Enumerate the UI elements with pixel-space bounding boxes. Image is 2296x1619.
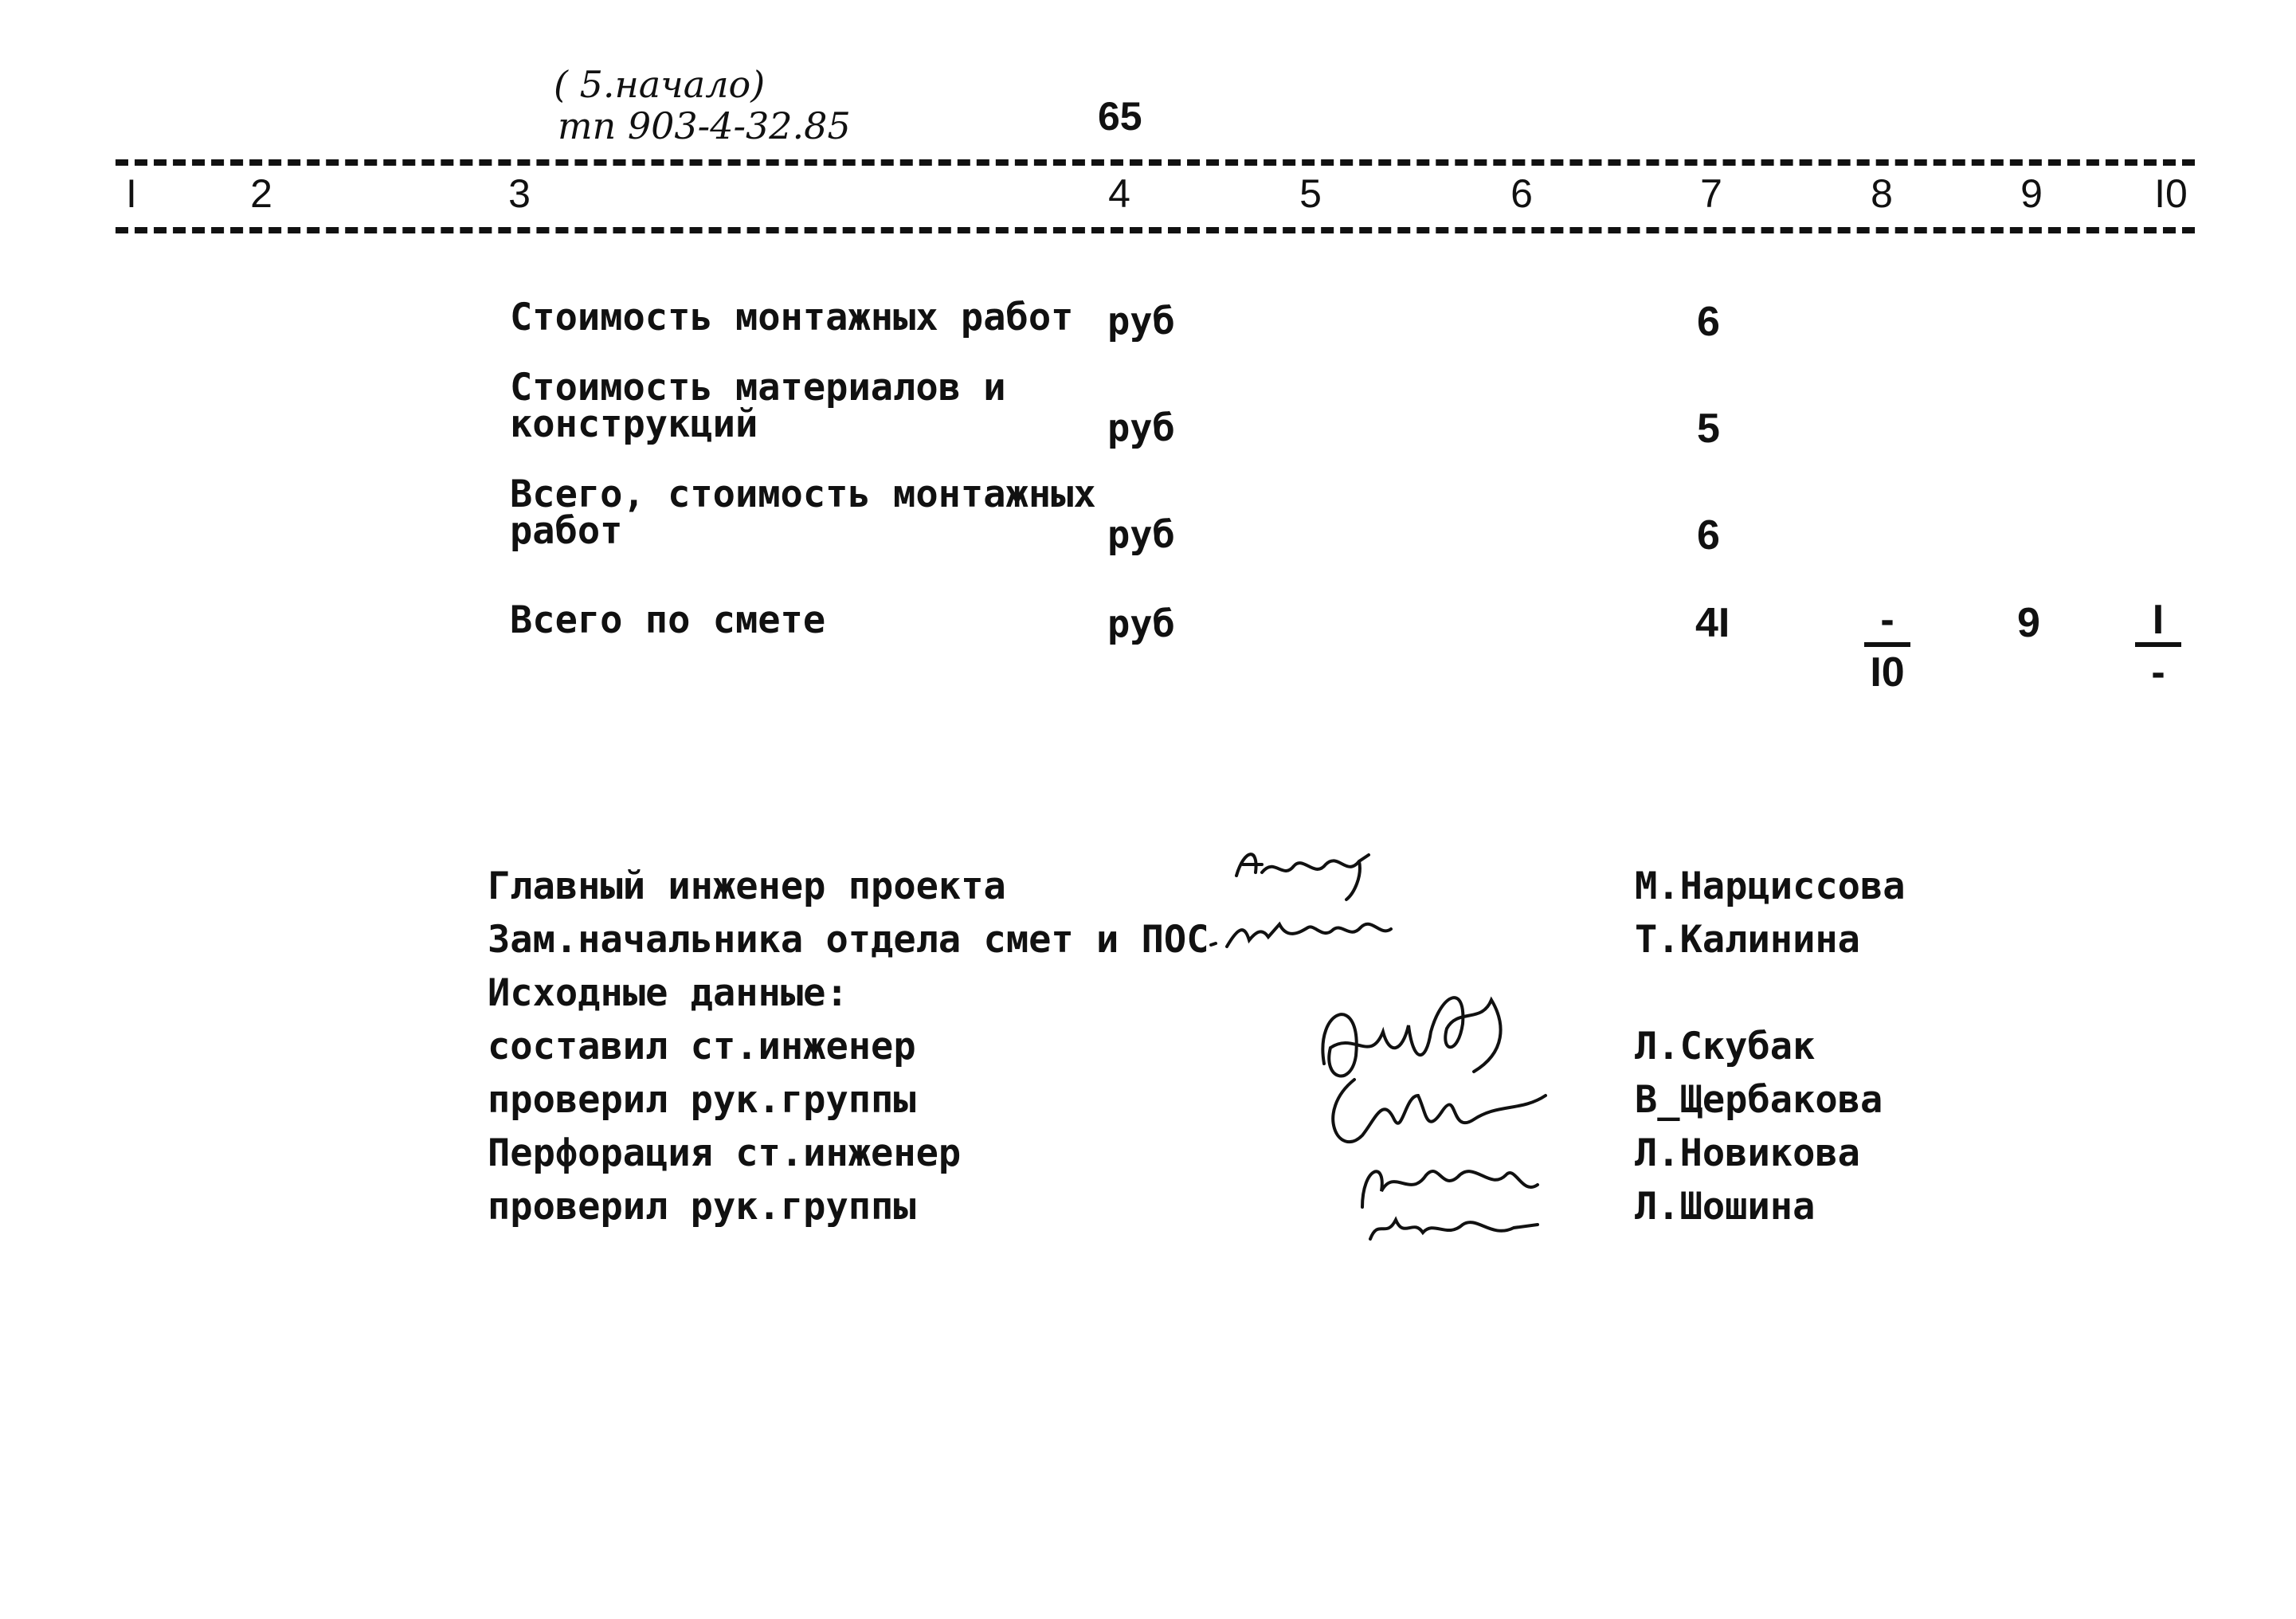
column-number: 8 bbox=[1871, 171, 1893, 216]
row-unit: руб bbox=[1107, 300, 1175, 343]
column-number: I0 bbox=[2154, 171, 2188, 216]
fraction-top: I bbox=[2152, 597, 2165, 643]
signature-name: Л.Новикова bbox=[1635, 1131, 1860, 1175]
handwritten-signature bbox=[1307, 976, 1569, 1247]
row-value-col7: 6 bbox=[1697, 299, 1720, 345]
header-rule-top bbox=[116, 159, 2195, 166]
column-number: 2 bbox=[250, 171, 272, 216]
signature-title: проверил рук.группы bbox=[488, 1185, 916, 1229]
fraction-bottom: I0 bbox=[1870, 649, 1905, 696]
fraction-top: - bbox=[1880, 597, 1894, 643]
column-number: 9 bbox=[2020, 171, 2043, 216]
signature-title: Зам.начальника отдела смет и ПОС bbox=[488, 918, 1209, 962]
row-value-col7: 6 bbox=[1697, 512, 1720, 559]
sheet-number: 65 bbox=[1098, 94, 1142, 139]
signature-name: В_Щербакова bbox=[1635, 1078, 1883, 1122]
row-label: Всего по смете bbox=[510, 598, 826, 642]
signature-name: Л.Шошина bbox=[1635, 1185, 1816, 1229]
signature-name: Т.Калинина bbox=[1635, 918, 1860, 962]
row-label: Стоимость материалов и конструкций bbox=[510, 366, 1006, 446]
continuation-note: ( 5.начало) bbox=[554, 63, 766, 106]
signature-title: составил ст.инженер bbox=[488, 1025, 916, 1068]
signature-name: М.Нарциссова bbox=[1635, 864, 1906, 908]
signature-title: Перфорация ст.инженер bbox=[488, 1131, 962, 1175]
handwritten-signature bbox=[1227, 841, 1386, 904]
header-rule-bottom bbox=[116, 227, 2195, 233]
column-number: 3 bbox=[508, 171, 531, 216]
signature-name: Л.Скубак bbox=[1635, 1025, 1816, 1068]
row-unit: руб bbox=[1107, 513, 1175, 557]
row-value-col7: 4I bbox=[1695, 600, 1730, 646]
column-number: 4 bbox=[1108, 171, 1130, 216]
fraction-bottom: - bbox=[2151, 649, 2165, 696]
column-number: 7 bbox=[1700, 171, 1722, 216]
row-unit: руб bbox=[1107, 406, 1175, 450]
signature-title: Исходные данные: bbox=[488, 971, 848, 1015]
column-number: I bbox=[126, 171, 137, 216]
column-number: 5 bbox=[1299, 171, 1322, 216]
handwritten-signature bbox=[1203, 908, 1402, 956]
row-label: Всего, стоимость монтажных работ bbox=[510, 472, 1096, 553]
fraction-bar bbox=[2135, 642, 2181, 647]
column-number: 6 bbox=[1510, 171, 1533, 216]
row-value-col8 bbox=[1864, 597, 1910, 696]
row-value-col7: 5 bbox=[1697, 406, 1720, 452]
fraction-bar bbox=[1864, 642, 1910, 647]
row-value-col9: 9 bbox=[2017, 600, 2040, 646]
signature-title: Главный инженер проекта bbox=[488, 864, 1006, 908]
row-value-col10 bbox=[2135, 597, 2181, 696]
signature-title: проверил рук.группы bbox=[488, 1078, 916, 1122]
row-unit: руб bbox=[1107, 602, 1175, 646]
project-code: тп 903-4-32.85 bbox=[558, 104, 851, 147]
row-label: Стоимость монтажных работ bbox=[510, 296, 1074, 339]
